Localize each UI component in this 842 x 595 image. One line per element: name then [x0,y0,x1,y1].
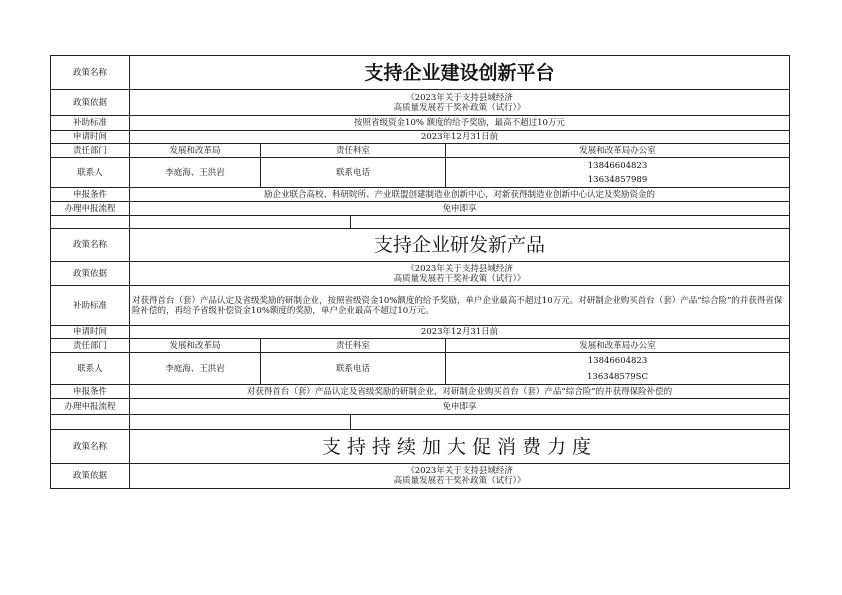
policy2-contact: 李庭海、王洪岩 [130,353,261,385]
policy2-time: 2023年12月31日前 [130,326,790,339]
policy1-process: 免申即享 [130,202,790,216]
process-label: 办理申报流程 [51,399,130,415]
policy3-basis [130,464,790,489]
policy1-title: 支持企业建设创新平台 [130,56,790,90]
spacer-cell [351,415,790,430]
policy2-basis [130,262,790,286]
process-label: 办理申报流程 [51,202,130,216]
policy2-basis-line1: 《2023年关于支持县域经济 [406,263,513,274]
policy2-phones [446,353,790,385]
policy2-title: 支持企业研发新产品 [130,229,790,262]
policy1-contact: 李庭海、王洪岩 [130,158,261,188]
policy1-dept-row [51,144,790,158]
policy3-basis-line1: 《2023年关于支持县域经济 [406,466,513,476]
policy1-time-row [51,131,790,144]
responsible-dept-label: 责任部门 [51,144,130,158]
policy3-name-row [51,430,790,464]
policy1-phones [446,158,790,188]
policy1-process-row [51,202,790,216]
spacer-cell [51,415,130,430]
policy3-basis-row [51,464,790,489]
policy-table-sheet [50,55,789,489]
spacer-cell [130,415,351,430]
policy1-name-row [51,56,790,90]
policy1-contact-row [51,158,790,188]
policy-table [50,55,790,489]
policy2-standard-row [51,286,790,326]
policy2-standard: 对获得首台（套）产品认定及省级奖励的研制企业，按照省级资金10%额度的给予奖励，单户企业最高不超过10万元。对研制企业购买首台（套）产品“综合险”的并获得省保险补偿的，再给予省级补偿资金10%额度的奖励，单户企业最高不超过10万元。 [130,286,790,326]
contact-phone-label: 联系电话 [261,353,446,385]
policy2-process-row [51,399,790,415]
application-time-label: 申请时间 [51,326,130,339]
policy1-conditions-row [51,188,790,202]
policy1-basis-line1: 《2023年关于支持县域经济 [406,92,513,103]
contact-person-label: 联系人 [51,353,130,385]
policy1-conditions: 励企业联合高校、科研院所、产业联盟创建制造业创新中心，对新获得制造业创新中心认定及奖励资金的 [130,188,790,202]
policy1-basis [130,90,790,116]
policy1-office: 发展和改革局办公室 [446,144,790,158]
spacer-cell [130,216,351,229]
policy2-office: 发展和改革局办公室 [446,339,790,353]
policy2-phone2: 136348579SC [587,371,648,382]
conditions-label: 申报条件 [51,385,130,399]
policy2-dept-row [51,339,790,353]
spacer-cell [51,216,130,229]
responsible-office-label: 责任科室 [261,339,446,353]
policy2-process: 免申即享 [130,399,790,415]
spacer-row [51,216,790,229]
policy-basis-label: 政策依据 [51,464,130,489]
policy2-time-row [51,326,790,339]
policy2-conditions: 对获得首台（套）产品认定及省级奖励的研制企业，对研制企业购买首台（套）产品“综合险”的并获得保险补偿的 [130,385,790,399]
policy2-basis-line2: 高质量发展若干奖补政策（试行）》 [393,273,526,284]
policy2-conditions-row [51,385,790,399]
spacer-row [51,415,790,430]
policy-name-label: 政策名称 [51,56,130,90]
policy1-standard-row [51,116,790,131]
conditions-label: 申报条件 [51,188,130,202]
subsidy-standard-label: 补助标准 [51,286,130,326]
policy3-basis-line2: 高质量发展若干奖补政策（试行）》 [393,476,526,486]
policy-name-label: 政策名称 [51,229,130,262]
policy1-phone2: 13634857989 [587,174,648,185]
policy1-basis-row [51,90,790,116]
subsidy-standard-label: 补助标准 [51,116,130,131]
policy1-time: 2023年12月31日前 [130,131,790,144]
contact-person-label: 联系人 [51,158,130,188]
spacer-cell [351,216,790,229]
policy2-dept: 发展和改革局 [130,339,261,353]
policy1-dept: 发展和改革局 [130,144,261,158]
policy1-standard: 按照省级资金10% 额度的给予奖励，最高不超过10万元 [130,116,790,131]
contact-phone-label: 联系电话 [261,158,446,188]
application-time-label: 申请时间 [51,131,130,144]
responsible-office-label: 责任科室 [261,144,446,158]
policy1-phone1: 13846604823 [587,160,648,171]
policy3-title: 支持持续加大促消费力度 [130,430,790,464]
policy-basis-label: 政策依据 [51,90,130,116]
policy2-name-row [51,229,790,262]
policy2-basis-row [51,262,790,286]
policy2-contact-row [51,353,790,385]
policy-basis-label: 政策依据 [51,262,130,286]
policy-name-label: 政策名称 [51,430,130,464]
policy1-basis-line2: 高质量发展若干奖补政策（试行）》 [393,102,526,113]
policy2-phone1: 13846604823 [587,355,648,366]
responsible-dept-label: 责任部门 [51,339,130,353]
